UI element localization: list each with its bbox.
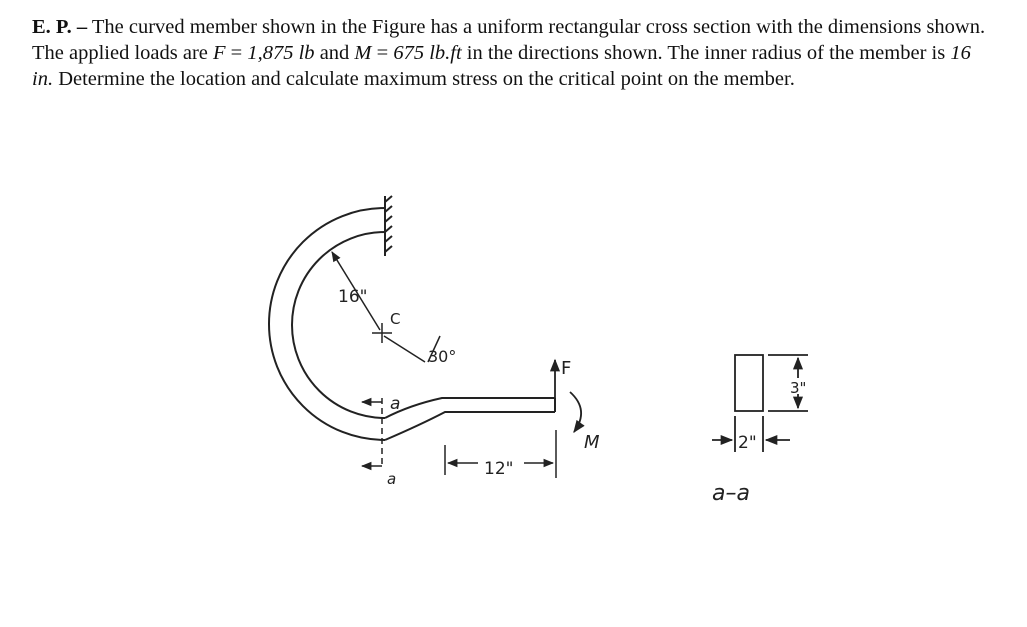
- force-label: F: [561, 358, 572, 379]
- problem-label: E. P. –: [32, 16, 88, 38]
- force-symbol: F: [213, 42, 226, 64]
- force-value: 1,875 lb: [247, 42, 315, 64]
- and-text: and: [319, 42, 350, 64]
- curved-member: [269, 208, 555, 440]
- moment-label: M: [584, 432, 600, 453]
- radius-label: 16": [338, 287, 368, 307]
- fixed-support: [385, 196, 392, 256]
- center-label: C: [390, 310, 401, 328]
- section-label-top: a: [390, 394, 401, 414]
- section-title: a–a: [712, 481, 750, 506]
- moment-arrow: [570, 392, 581, 432]
- section-cut-line: [362, 398, 382, 468]
- problem-text-3: Determine the location and calculate maximum stress on the critical point on the member.: [58, 68, 795, 90]
- angle-label: 30°: [428, 347, 457, 366]
- radius-value: 16 in.: [32, 42, 971, 90]
- length-label: 12": [484, 459, 514, 479]
- moment-value: 675 lb.ft: [393, 42, 462, 64]
- moment-symbol: M: [354, 42, 372, 64]
- width-label: 2": [738, 433, 757, 453]
- height-label: 3": [790, 379, 807, 397]
- cross-section: [712, 355, 808, 452]
- problem-text-1: The curved member shown in the Figure has a uniform rectangular cross section with the dimensions shown. The applied loads are: [32, 16, 986, 64]
- problem-text-2: in the directions shown. The inner radius of the member is: [466, 42, 946, 64]
- problem-statement: E. P. – The curved member shown in the Figure has a uniform rectangular cross section with the dimensions shown. The applied loads are F = 1,875 lb and M = 675 lb.ft in the directions shown. The inner radius of the member is 16 in. Determine the location and calculate maximum stress on the critical point on the member.: [32, 16, 986, 90]
- section-label-bottom: a: [387, 470, 397, 488]
- center-marker: [332, 252, 440, 362]
